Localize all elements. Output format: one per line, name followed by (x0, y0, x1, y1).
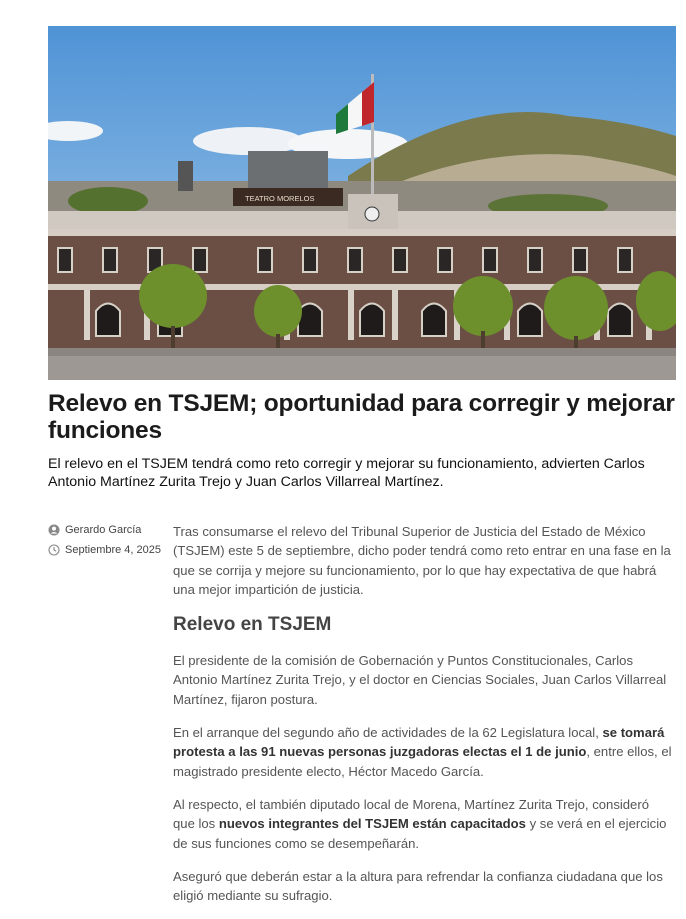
intro-paragraph: Tras consumarse el relevo del Tribunal Superior de Justicia del Estado de México (TSJEM) este 5 de septiembre, dicho poder tendrá como reto entrar en una fase en la que se corrija y mejore su funcionamiento, por lo que hay expectativa de que habrá una mejor impartición de justicia. (173, 524, 671, 597)
article-meta (48, 520, 173, 560)
theater-sign: TEATRO MORELOS (245, 194, 315, 203)
paragraph-2-text-a: En el arranque del segundo año de actividades de la 62 Legislatura local, (173, 725, 603, 741)
publish-date: Septiembre 4, 2025 (65, 544, 162, 556)
article-title: Relevo en TSJEM; oportunidad para corregir y mejorar funciones (48, 390, 675, 444)
paragraph-4: Aseguró que deberán estar a la altura para refrendar la confianza ciudadana que los eligió mediante su sufragio. (173, 868, 663, 904)
hero-image (48, 26, 676, 380)
author-row[interactable] (48, 520, 173, 540)
article-body (173, 522, 673, 919)
paragraph-3-highlight: nuevos integrantes del TSJEM están capacitados (218, 816, 526, 832)
article-subtitle: El relevo en el TSJEM tendrá como reto corregir y mejorar su funcionamiento, advierten Carlos Antonio Martínez Zurita Trejo y Juan Carlos Villarreal Martínez. (48, 456, 645, 490)
paragraph-3-text-a: Al respecto, el también diputado local de Morena, Martínez Zurita Trejo, consideró que los (173, 796, 649, 832)
section-heading: Relevo en TSJEM (173, 614, 332, 636)
clock-icon (48, 544, 60, 556)
paragraph-2-text-c: , entre ellos, el magistrado presidente electo, Héctor Macedo García. (173, 744, 672, 779)
paragraph-3 (173, 795, 673, 853)
user-icon (48, 524, 60, 536)
date-row (48, 540, 173, 560)
paragraph-2 (173, 723, 673, 781)
paragraph-3-text-c: y se verá en el ejercicio de sus funciones como se desempeñarán. (173, 816, 667, 851)
author-name[interactable]: Gerardo García (65, 524, 142, 536)
building-photo (48, 26, 676, 380)
paragraph-2-highlight: se tomará protesta a las 91 nuevas personas juzgadoras electas el 1 de junio (173, 725, 665, 760)
paragraph-1: El presidente de la comisión de Gobernación y Puntos Constitucionales, Carlos Antonio Martínez Zurita Trejo, y el doctor en Ciencias Sociales, Juan Carlos Villarreal Martínez, fijaron postura. (173, 653, 667, 707)
